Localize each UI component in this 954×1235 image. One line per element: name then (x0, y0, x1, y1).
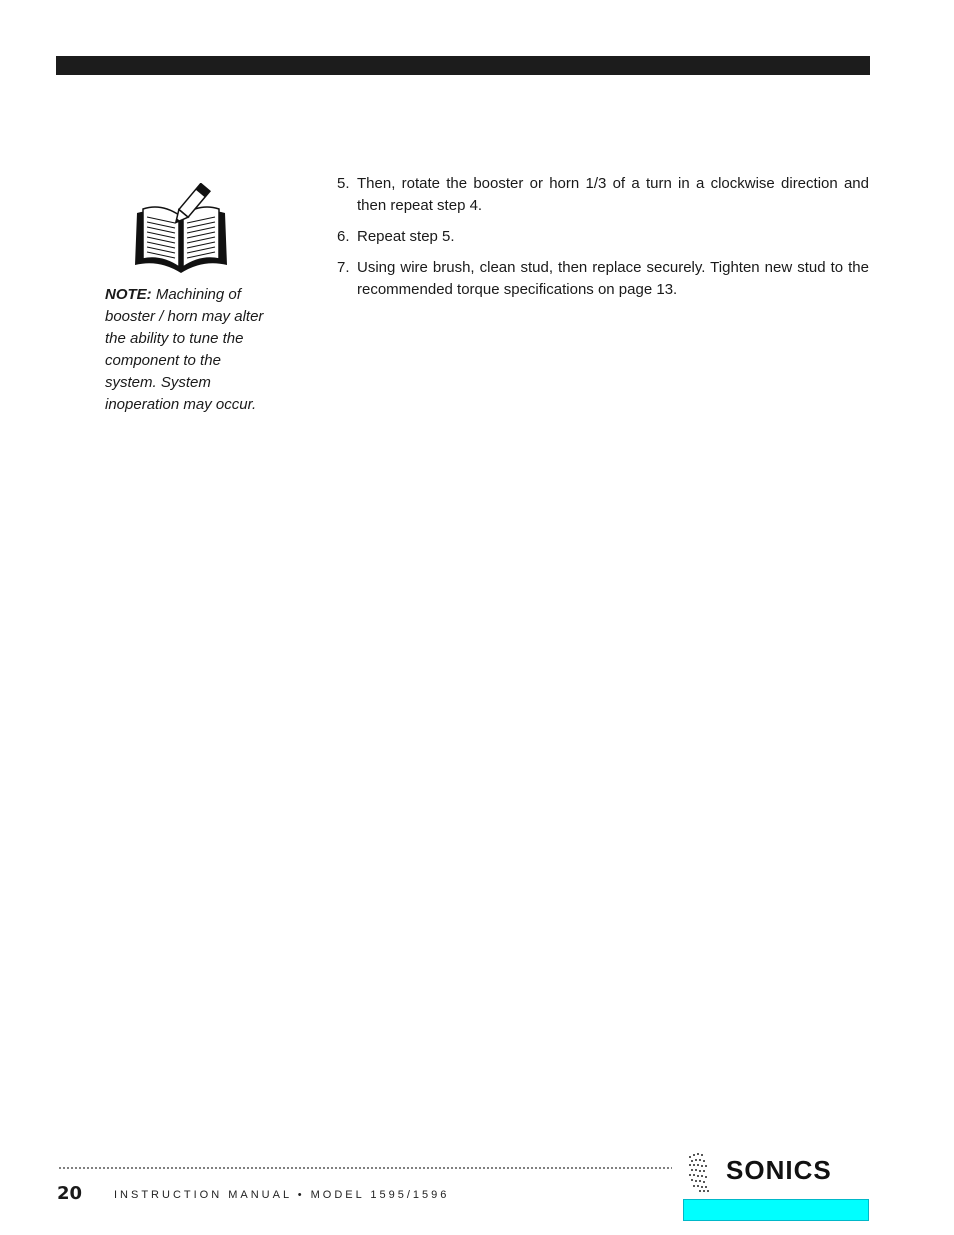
list-item (337, 173, 869, 217)
step-number: 7. (337, 259, 350, 276)
page-number: 20 (57, 1183, 83, 1204)
step-text: Then, rotate the booster or horn 1/3 of a turn in a clockwise direction and then repeat step 4. (357, 175, 869, 214)
footer-dotted-divider (58, 1167, 672, 1169)
step-number: 6. (337, 228, 350, 245)
procedure-steps (337, 173, 869, 310)
list-item (337, 226, 869, 248)
step-text: Using wire brush, clean stud, then replace securely. Tighten new stud to the recommended torque specifications on page 13. (357, 259, 869, 298)
footer-manual-title: INSTRUCTION MANUAL • MODEL 1595/1596 (114, 1189, 450, 1201)
list-item (337, 257, 869, 301)
book-with-pencil-icon (133, 183, 229, 277)
header-bar (56, 56, 870, 75)
note-body: Machining of booster / horn may alter the ability to tune the component to the system. System inoperation may occur. (105, 286, 264, 413)
step-text: Repeat step 5. (357, 228, 455, 245)
note-label: NOTE: (105, 286, 152, 303)
footer-color-box (683, 1199, 869, 1221)
step-number: 5. (337, 175, 350, 192)
sonics-wave-dots-icon (689, 1153, 709, 1192)
sonics-logo (686, 1151, 870, 1193)
sonics-logo-text: SONICS (726, 1155, 832, 1185)
note-text (105, 284, 275, 416)
